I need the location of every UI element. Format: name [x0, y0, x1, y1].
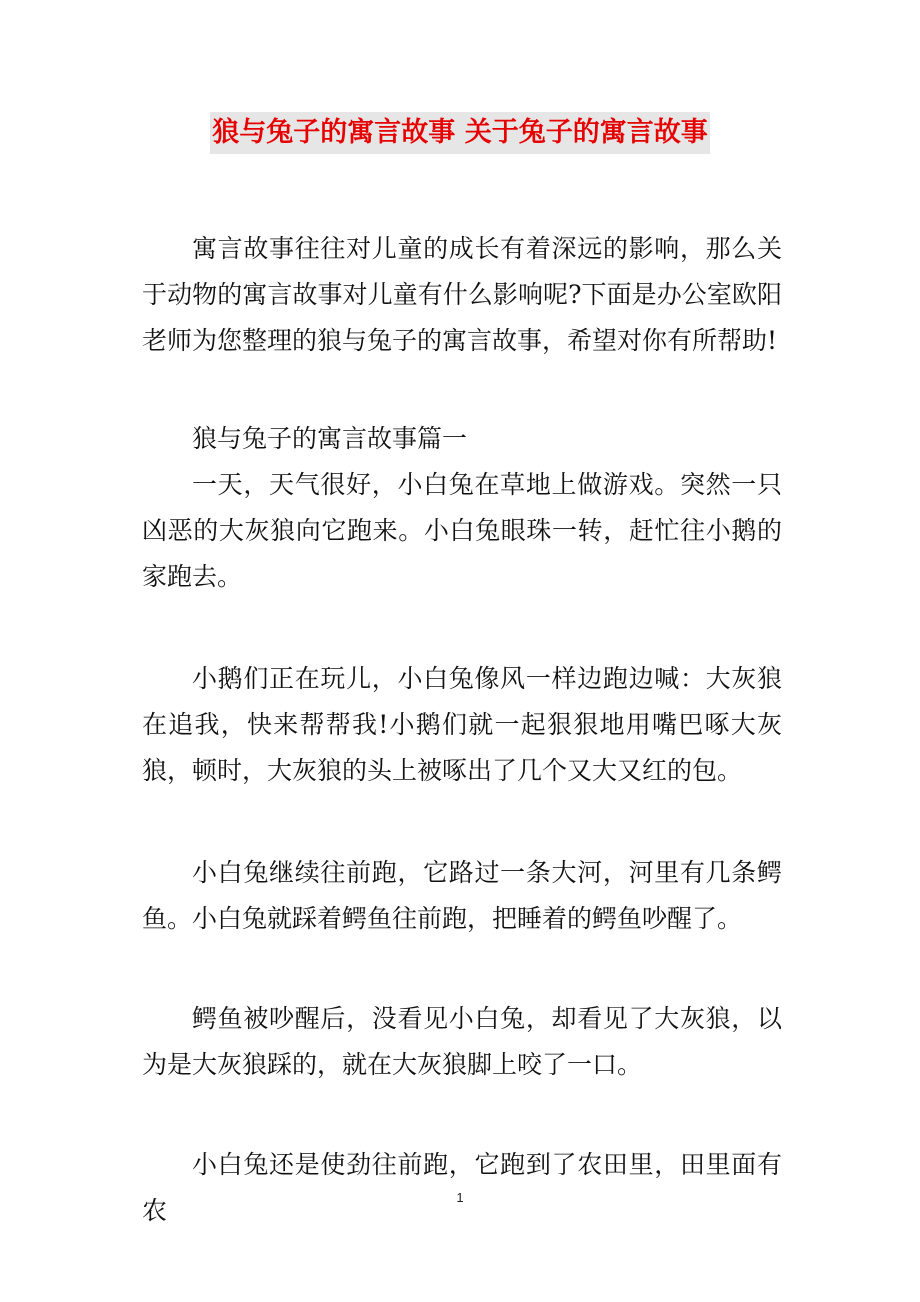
- story-paragraph: 一天，天气很好，小白兔在草地上做游戏。突然一只凶恶的大灰狼向它跑来。小白兔眼珠一转，赶忙往小鹅的家跑去。: [142, 470, 782, 591]
- page-number: 1: [456, 1190, 464, 1205]
- intro-paragraph: 寓言故事往往对儿童的成长有着深远的影响，那么关于动物的寓言故事对儿童有什么影响呢?下面是办公室欧阳老师为您整理的狼与兔子的寓言故事，希望对你有所帮助!: [142, 234, 782, 355]
- document-title: 狼与兔子的寓言故事 关于兔子的寓言故事: [210, 112, 709, 154]
- story-paragraph: 小白兔还是使劲往前跑，它跑到了农田里，田里面有农: [142, 1150, 782, 1225]
- story-paragraph: 鳄鱼被吵醒后，没看见小白兔，却看见了大灰狼，以为是大灰狼踩的，就在大灰狼脚上咬了一口。: [142, 1004, 782, 1079]
- story-paragraph: 小鹅们正在玩儿，小白兔像风一样边跑边喊：大灰狼在追我，快来帮帮我!小鹅们就一起狠狠地用嘴巴啄大灰狼，顿时，大灰狼的头上被啄出了几个又大又红的包。: [142, 664, 782, 785]
- title-container: [0, 112, 920, 154]
- story-paragraph: 小白兔继续往前跑，它路过一条大河，河里有几条鳄鱼。小白兔就踩着鳄鱼往前跑，把睡着的鳄鱼吵醒了。: [142, 858, 782, 933]
- section-heading: 狼与兔子的寓言故事篇一: [192, 424, 468, 453]
